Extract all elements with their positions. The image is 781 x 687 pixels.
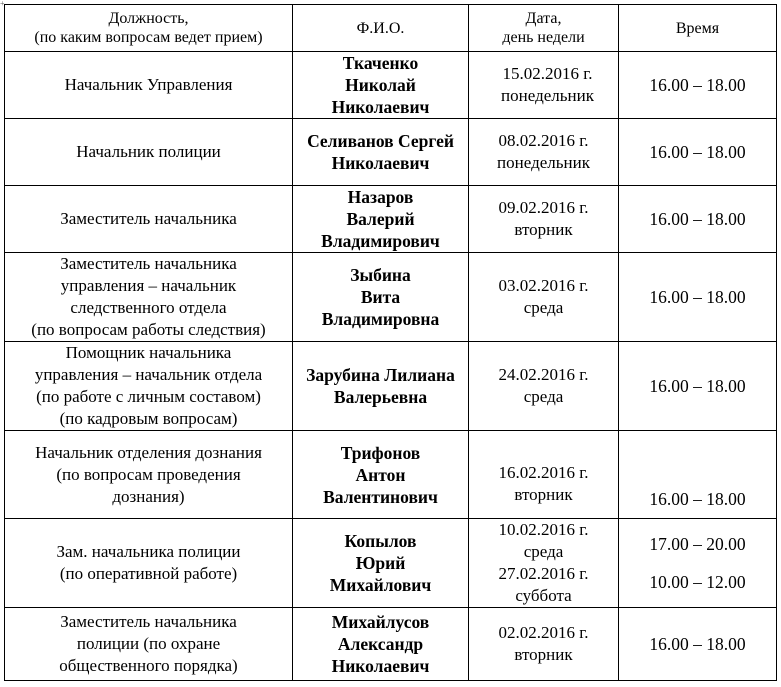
date-cell [469,431,619,519]
time-cell [619,342,777,431]
time-cell [619,253,777,342]
date-cell [469,519,619,608]
time-cell-line: 16.00 – 18.00 [649,376,746,396]
time-cell [619,186,777,253]
header-position-line1: Должность, [108,10,189,27]
date-cell-line: 02.02.2016 г. [498,623,589,642]
position-cell [5,253,293,342]
fio-cell-line: Вита [360,287,401,307]
table-row [5,608,777,681]
position-cell [5,431,293,519]
fio-cell-line: Зыбина [350,265,411,285]
position-cell-line: (по оперативной работе) [59,564,238,583]
date-cell-line: вторник [514,645,573,664]
date-cell-line: 03.02.2016 г. [498,276,589,295]
fio-cell-line: Николай [345,75,416,95]
header-time: Время [619,5,777,52]
date-cell-line: 09.02.2016 г. [498,198,589,217]
date-cell-line: суббота [515,586,572,605]
fio-cell [293,431,469,519]
date-cell-line: вторник [514,220,573,239]
position-cell-line: (по вопросам проведения [56,464,241,484]
table-row [5,342,777,431]
time-cell-line: 16.00 – 18.00 [649,287,746,307]
table-row [5,52,777,119]
date-cell [469,608,619,681]
position-cell [5,342,293,431]
position-cell-line: (по кадровым вопросам) [59,409,238,428]
time-cell-line: 16.00 – 18.00 [649,142,746,162]
date-cell-line: 27.02.2016 г. [498,564,589,583]
date-cell [469,342,619,431]
position-cell-line: Начальник Управления [64,75,233,94]
position-cell [5,186,293,253]
date-cell-line: среда [523,542,564,561]
fio-cell-line: Михайлусов [331,612,430,632]
table-row [5,186,777,253]
fio-cell-line: Николаевич [331,656,430,676]
position-cell-line: Помощник начальника [65,343,232,362]
time-cell-line: 16.00 – 18.00 [649,634,746,654]
fio-cell-line: Трифонов [340,442,421,463]
position-cell-line: управления – начальник отдела [34,365,263,384]
position-cell-line: (по работе с личным составом) [36,387,261,406]
date-cell [469,52,619,119]
time-cell [619,608,777,681]
time-cell [619,431,777,519]
table-row [5,519,777,608]
date-cell-line: понедельник [501,86,594,105]
position-cell-line: дознания) [112,486,185,506]
fio-cell-line: Валентинович [323,486,438,507]
fio-cell-line: Валерий [346,209,415,229]
position-cell-line: (по вопросам работы следствия) [31,320,266,339]
time-cell [619,119,777,186]
position-cell-line: Заместитель начальника [60,254,237,273]
position-cell [5,52,293,119]
date-cell-line: 15.02.2016 г. [502,64,593,83]
header-date-line2: день недели [502,29,585,46]
fio-cell-line: Владимирович [321,231,440,251]
header-date-line1: Дата, [525,10,562,27]
date-cell [469,253,619,342]
position-cell [5,608,293,681]
time-cell [619,519,777,608]
fio-cell-line: Михайлович [329,575,432,595]
date-cell-line: 10.02.2016 г. [498,520,589,539]
fio-cell-line: Назаров [347,187,414,207]
fio-cell-line: Александр [337,634,424,654]
fio-cell [293,253,469,342]
fio-cell [293,608,469,681]
fio-cell [293,186,469,253]
position-cell-line: Заместитель начальника [60,612,237,631]
position-cell-line: Начальник отделения дознания [35,442,262,462]
corner-mark: + [0,0,5,8]
date-cell-line: вторник [514,484,573,504]
fio-cell-line: Селиванов Сергей [307,131,454,151]
header-row [5,5,777,52]
fio-cell-line: Николаевич [331,97,430,117]
fio-cell [293,119,469,186]
time-cell-line: 17.00 – 20.00 [649,534,746,554]
header-date [469,5,619,52]
date-cell-line: 08.02.2016 г. [498,131,589,150]
time-cell-line: 16.00 – 18.00 [649,488,746,509]
time-cell [619,52,777,119]
fio-cell-line: Зарубина Лилиана [306,365,455,385]
header-position-line2: (по каким вопросам ведет прием) [34,29,263,46]
time-cell-line: 16.00 – 18.00 [649,75,746,95]
fio-cell [293,342,469,431]
position-cell-line: следственного отдела [70,298,227,317]
date-cell-line: 24.02.2016 г. [498,365,589,384]
date-cell-line: понедельник [497,153,590,172]
header-fio: Ф.И.О. [293,5,469,52]
position-cell [5,119,293,186]
fio-cell-line: Антон [355,464,406,485]
position-cell [5,519,293,608]
position-cell-line: общественного порядка) [59,656,238,675]
fio-cell-line: Копылов [344,531,417,551]
date-cell-line: среда [523,298,564,317]
table-row [5,253,777,342]
date-cell-line: среда [523,387,564,406]
position-cell-line: Заместитель начальника [60,209,237,228]
fio-cell-line: Владимировна [321,309,440,329]
time-cell-line: 16.00 – 18.00 [649,209,746,229]
time-cell-line: 10.00 – 12.00 [649,572,746,592]
fio-cell-line: Валерьевна [333,387,428,407]
position-cell-line: Зам. начальника полиции [56,542,241,561]
position-cell-line: управления – начальник [60,276,237,295]
date-cell [469,119,619,186]
position-cell-line: полиции (по охране [76,634,221,653]
fio-cell [293,52,469,119]
fio-cell-line: Юрий [355,553,406,573]
table-row [5,431,777,519]
reception-schedule-table [4,4,777,681]
date-cell-line: 16.02.2016 г. [498,462,589,482]
fio-cell-line: Ткаченко [342,53,419,73]
header-position [5,5,293,52]
fio-cell [293,519,469,608]
position-cell-line: Начальник полиции [76,142,221,161]
table-row [5,119,777,186]
fio-cell-line: Николаевич [331,153,430,173]
date-cell [469,186,619,253]
